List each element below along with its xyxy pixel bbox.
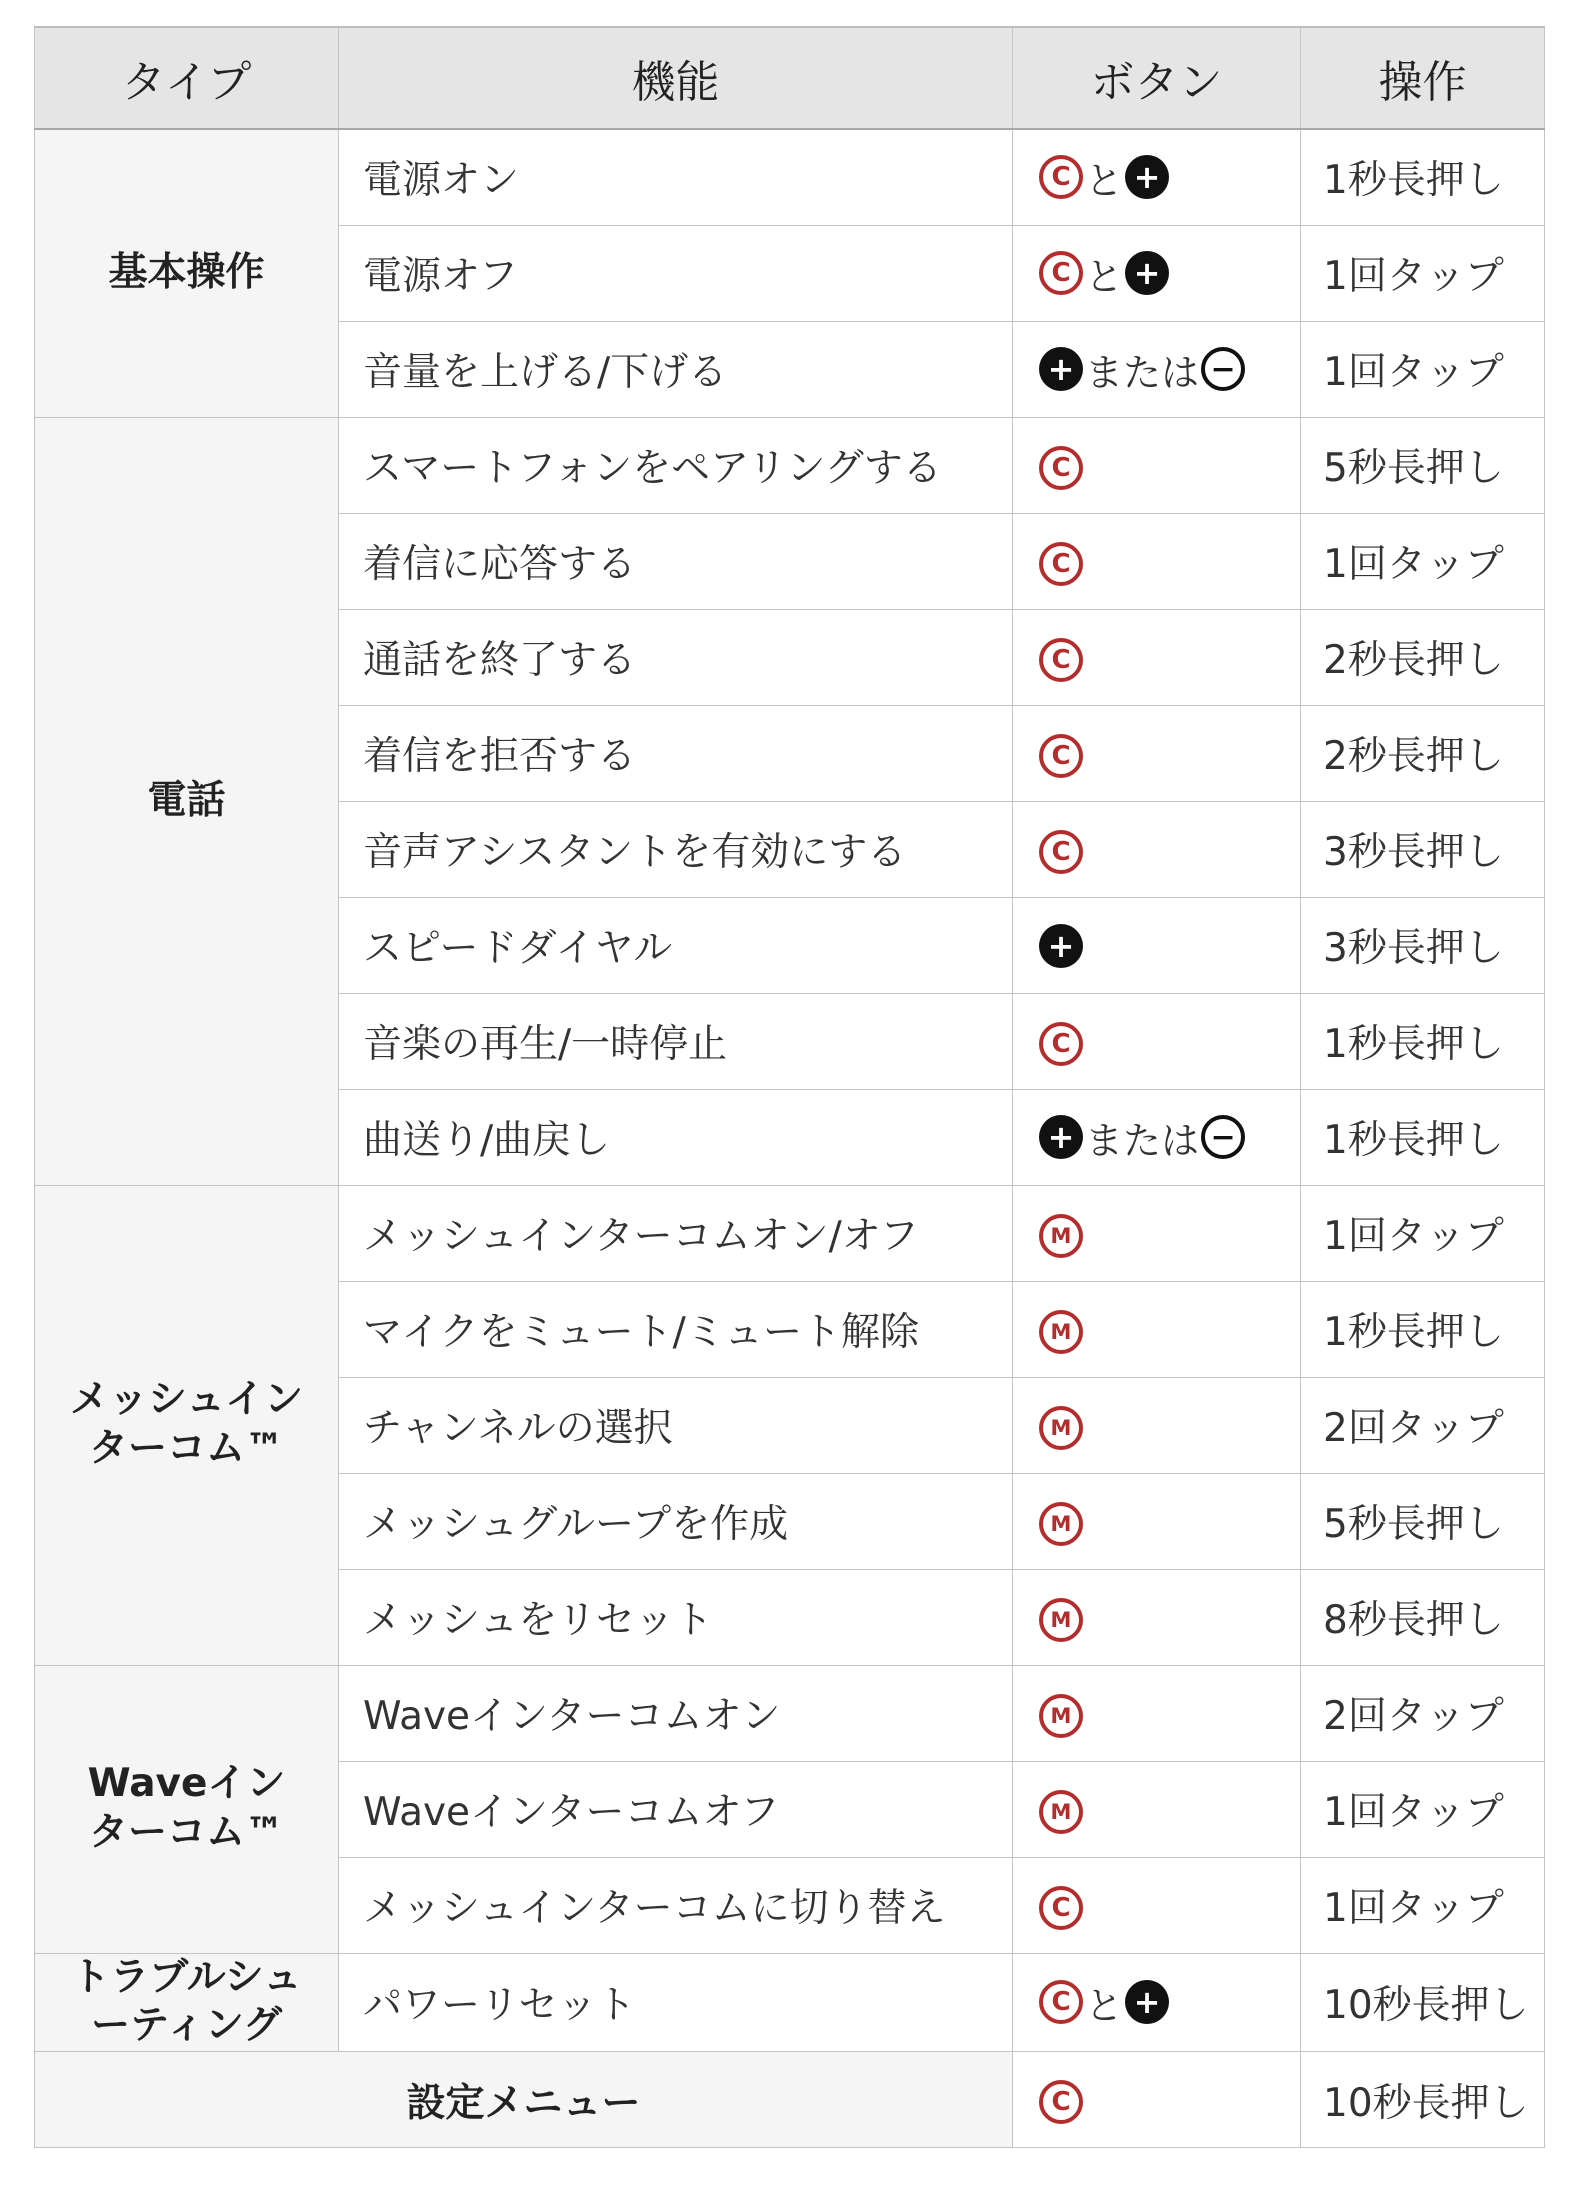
operation-cell: 3秒長押し — [1301, 801, 1545, 897]
type-cell — [35, 417, 339, 1185]
button-cell — [1013, 993, 1301, 1089]
button-cell — [1013, 1857, 1301, 1953]
function-cell: 音楽の再生/一時停止 — [339, 993, 1013, 1089]
button-combination — [1039, 1310, 1083, 1354]
button-cell — [1013, 225, 1301, 321]
button-cell — [1013, 1473, 1301, 1569]
button-combination — [1039, 924, 1083, 968]
conjunction-or: または — [1085, 350, 1200, 395]
plus-button-icon: + — [1125, 1980, 1169, 2024]
function-cell: 電源オン — [339, 129, 1013, 225]
operation-cell: 1秒長押し — [1301, 993, 1545, 1089]
operation-cell: 3秒長押し — [1301, 897, 1545, 993]
operation-cell: 1回タップ — [1301, 513, 1545, 609]
button-combination — [1039, 1110, 1245, 1165]
button-cell — [1013, 417, 1301, 513]
operation-cell: 1回タップ — [1301, 1761, 1545, 1857]
operation-cell: 5秒長押し — [1301, 417, 1545, 513]
function-cell: 着信を拒否する — [339, 705, 1013, 801]
button-cell — [1013, 2052, 1301, 2148]
plus-button-icon: + — [1039, 347, 1083, 391]
button-combination — [1039, 1694, 1083, 1738]
table-row — [35, 1185, 1545, 1281]
button-column-header: ボタン — [1013, 27, 1301, 129]
function-cell: 音声アシスタントを有効にする — [339, 801, 1013, 897]
m-button-icon: M — [1039, 1598, 1083, 1642]
type-label-line: 電話 — [147, 777, 226, 823]
operation-cell: 2秒長押し — [1301, 609, 1545, 705]
button-cell — [1013, 1761, 1301, 1857]
type-label-line: ターコム™ — [88, 1426, 284, 1471]
button-cell — [1013, 1089, 1301, 1185]
function-cell: 着信に応答する — [339, 513, 1013, 609]
m-button-icon: M — [1039, 1310, 1083, 1354]
operation-cell: 2回タップ — [1301, 1377, 1545, 1473]
button-cell — [1013, 801, 1301, 897]
function-cell: メッシュをリセット — [339, 1569, 1013, 1665]
button-cell — [1013, 1953, 1301, 2052]
button-cell — [1013, 705, 1301, 801]
button-combination — [1039, 1975, 1169, 2030]
table-row — [35, 1665, 1545, 1761]
button-combination — [1039, 1214, 1083, 1258]
table-row — [35, 417, 1545, 513]
type-label-line: 基本操作 — [108, 249, 265, 295]
function-cell: スピードダイヤル — [339, 897, 1013, 993]
table-body — [35, 129, 1545, 2148]
c-button-icon: C — [1039, 830, 1083, 874]
button-operations-table — [34, 26, 1545, 2148]
button-combination — [1039, 1598, 1083, 1642]
plus-button-icon: + — [1039, 1115, 1083, 1159]
operation-cell: 1秒長押し — [1301, 129, 1545, 225]
type-label-line: ーティング — [90, 2003, 283, 2049]
button-cell — [1013, 1569, 1301, 1665]
function-cell: スマートフォンをペアリングする — [339, 417, 1013, 513]
c-button-icon: C — [1039, 1022, 1083, 1066]
button-combination — [1039, 342, 1245, 397]
button-combination — [1039, 734, 1083, 778]
type-label-line: メッシュイン — [69, 1377, 304, 1423]
m-button-icon: M — [1039, 1214, 1083, 1258]
plus-button-icon: + — [1039, 924, 1083, 968]
c-button-icon: C — [1039, 446, 1083, 490]
button-cell — [1013, 609, 1301, 705]
conjunction-and: と — [1085, 1983, 1124, 2028]
button-combination — [1039, 1886, 1083, 1930]
type-label-line: Waveイン — [87, 1761, 286, 1807]
type-cell — [35, 1665, 339, 1953]
settings-menu-row — [35, 2052, 1545, 2148]
function-cell: パワーリセット — [339, 1953, 1013, 2052]
table-row — [35, 129, 1545, 225]
conjunction-and: と — [1085, 254, 1124, 299]
plus-button-icon: + — [1125, 155, 1169, 199]
button-combination — [1039, 1406, 1083, 1450]
function-column-header: 機能 — [339, 27, 1013, 129]
settings-menu-label: 設定メニュー — [35, 2052, 1013, 2148]
button-cell — [1013, 1185, 1301, 1281]
c-button-icon: C — [1039, 251, 1083, 295]
operation-cell: 1秒長押し — [1301, 1089, 1545, 1185]
c-button-icon: C — [1039, 734, 1083, 778]
function-cell: Waveインターコムオフ — [339, 1761, 1013, 1857]
minus-button-icon: − — [1201, 347, 1245, 391]
button-combination — [1039, 638, 1083, 682]
button-combination — [1039, 1502, 1083, 1546]
operation-cell: 2回タップ — [1301, 1665, 1545, 1761]
button-combination — [1039, 1790, 1083, 1834]
m-button-icon: M — [1039, 1406, 1083, 1450]
button-combination — [1039, 1022, 1083, 1066]
operation-column-header: 操作 — [1301, 27, 1545, 129]
m-button-icon: M — [1039, 1790, 1083, 1834]
c-button-icon: C — [1039, 1980, 1083, 2024]
operation-cell: 1回タップ — [1301, 1857, 1545, 1953]
button-combination — [1039, 830, 1083, 874]
minus-button-icon: − — [1201, 1115, 1245, 1159]
type-cell — [35, 129, 339, 417]
button-combination — [1039, 150, 1169, 205]
function-cell: 電源オフ — [339, 225, 1013, 321]
button-cell — [1013, 321, 1301, 417]
operation-cell: 1回タップ — [1301, 321, 1545, 417]
operation-cell: 2秒長押し — [1301, 705, 1545, 801]
header-row — [35, 27, 1545, 129]
button-cell — [1013, 1377, 1301, 1473]
type-column-header: タイプ — [35, 27, 339, 129]
operation-cell: 8秒長押し — [1301, 1569, 1545, 1665]
operation-cell: 1秒長押し — [1301, 1281, 1545, 1377]
button-cell — [1013, 129, 1301, 225]
type-label-line: ターコム™ — [88, 1810, 284, 1855]
conjunction-and: と — [1085, 158, 1124, 203]
type-cell — [35, 1185, 339, 1665]
button-combination — [1039, 246, 1169, 301]
c-button-icon: C — [1039, 638, 1083, 682]
operation-cell: 10秒長押し — [1301, 2052, 1545, 2148]
function-cell: 曲送り/曲戻し — [339, 1089, 1013, 1185]
function-cell: マイクをミュート/ミュート解除 — [339, 1281, 1013, 1377]
conjunction-or: または — [1085, 1118, 1200, 1163]
c-button-icon: C — [1039, 2080, 1083, 2124]
button-combination — [1039, 2080, 1083, 2124]
function-cell: メッシュグループを作成 — [339, 1473, 1013, 1569]
type-label-line: トラブルシュ — [71, 1954, 302, 2000]
m-button-icon: M — [1039, 1502, 1083, 1546]
button-combination — [1039, 542, 1083, 586]
operation-cell: 10秒長押し — [1301, 1953, 1545, 2052]
plus-button-icon: + — [1125, 251, 1169, 295]
function-cell: 音量を上げる/下げる — [339, 321, 1013, 417]
c-button-icon: C — [1039, 155, 1083, 199]
c-button-icon: C — [1039, 542, 1083, 586]
button-cell — [1013, 897, 1301, 993]
table-row — [35, 1953, 1545, 2052]
button-cell — [1013, 513, 1301, 609]
m-button-icon: M — [1039, 1694, 1083, 1738]
function-cell: メッシュインターコムオン/オフ — [339, 1185, 1013, 1281]
function-cell: Waveインターコムオン — [339, 1665, 1013, 1761]
button-cell — [1013, 1665, 1301, 1761]
button-combination — [1039, 446, 1083, 490]
operation-cell: 1回タップ — [1301, 1185, 1545, 1281]
c-button-icon: C — [1039, 1886, 1083, 1930]
button-cell — [1013, 1281, 1301, 1377]
operation-cell: 5秒長押し — [1301, 1473, 1545, 1569]
function-cell: 通話を終了する — [339, 609, 1013, 705]
operation-cell: 1回タップ — [1301, 225, 1545, 321]
function-cell: チャンネルの選択 — [339, 1377, 1013, 1473]
function-cell: メッシュインターコムに切り替え — [339, 1857, 1013, 1953]
type-cell — [35, 1953, 339, 2052]
